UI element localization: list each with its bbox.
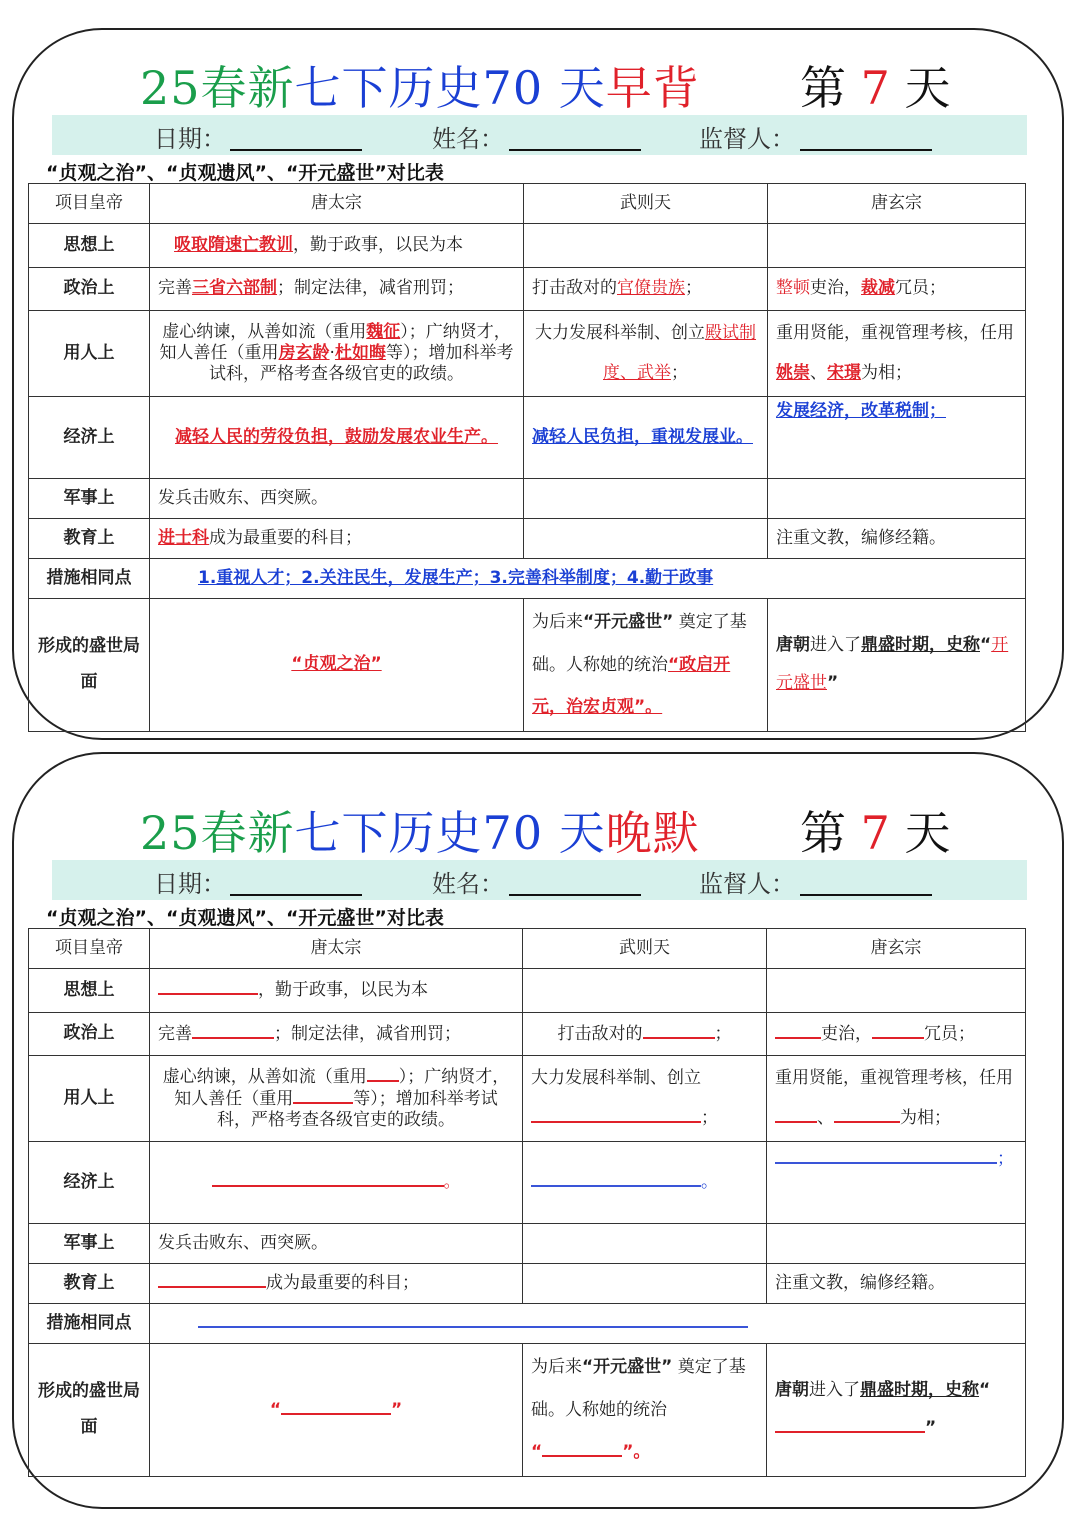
text: ； bbox=[714, 1023, 732, 1044]
key-text: 房玄龄 bbox=[278, 342, 330, 363]
row-label: 教育上 bbox=[29, 519, 150, 559]
text: 吏治， bbox=[821, 1023, 872, 1044]
text: 鼎盛时期，史称 bbox=[860, 1380, 979, 1401]
cell bbox=[523, 1013, 767, 1056]
cell bbox=[523, 1142, 767, 1224]
cell bbox=[150, 1013, 523, 1056]
table-row bbox=[29, 397, 1026, 479]
header-cell: 唐太宗 bbox=[150, 184, 524, 224]
supervisor-label: 监督人： bbox=[699, 870, 795, 898]
table-header-row bbox=[29, 184, 1026, 224]
cell bbox=[767, 1224, 1026, 1264]
cell bbox=[150, 311, 524, 397]
cell bbox=[150, 1304, 1026, 1344]
table-row bbox=[29, 599, 1026, 732]
text: ” bbox=[827, 672, 839, 693]
table-row bbox=[29, 519, 1026, 559]
cell bbox=[524, 479, 768, 519]
table-row bbox=[29, 1056, 1026, 1142]
fill-blank[interactable] bbox=[643, 1023, 715, 1039]
key-text: “政启开元，治宏贞观”。 bbox=[532, 654, 731, 717]
table-header-row bbox=[29, 929, 1026, 969]
fill-blank[interactable] bbox=[531, 1107, 701, 1123]
text: ；制定法律，减省刑罚； bbox=[277, 278, 464, 299]
header-cell: 项目皇帝 bbox=[29, 929, 150, 969]
cell bbox=[768, 311, 1026, 397]
table-row bbox=[29, 1013, 1026, 1056]
cell bbox=[150, 1344, 523, 1477]
cell bbox=[768, 599, 1026, 732]
cell: 发兵击败东、西突厥。 bbox=[150, 1224, 523, 1264]
text: 等）；增加科举考试科，严格考查各级官吏的政绩。 bbox=[217, 1088, 498, 1131]
fill-blank[interactable] bbox=[367, 1066, 399, 1082]
text: “开元盛世” bbox=[583, 612, 674, 632]
text: 完善 bbox=[158, 1023, 192, 1044]
cell bbox=[150, 397, 524, 479]
text: 完善 bbox=[158, 278, 192, 299]
cell bbox=[524, 224, 768, 268]
fill-blank[interactable] bbox=[872, 1023, 924, 1039]
row-label: 思想上 bbox=[29, 969, 150, 1013]
cell bbox=[767, 1056, 1026, 1142]
evening-table bbox=[28, 928, 1026, 1477]
fill-blank[interactable] bbox=[158, 1272, 266, 1288]
text: 为后来 bbox=[532, 612, 583, 632]
text: 大力发展科举制、创立 bbox=[535, 323, 705, 344]
day-suffix: 天 bbox=[889, 806, 951, 860]
title-part-red: 晚默 bbox=[605, 806, 700, 860]
evening-info-bar bbox=[52, 860, 1027, 900]
cell bbox=[523, 969, 767, 1013]
fill-blank[interactable] bbox=[775, 1107, 817, 1123]
row-label: 军事上 bbox=[29, 1224, 150, 1264]
text: 。 bbox=[443, 1172, 461, 1193]
key-text: 官僚贵族 bbox=[617, 278, 685, 299]
header-cell: 武则天 bbox=[524, 184, 768, 224]
key-text: “贞观之治” bbox=[291, 654, 382, 675]
evening-title bbox=[140, 797, 700, 863]
title-part-red: 早背 bbox=[605, 61, 700, 115]
text: 为相； bbox=[861, 362, 912, 383]
day-prefix: 第 bbox=[800, 806, 861, 860]
table-row bbox=[29, 479, 1026, 519]
key-text: 减轻人民负担，重视发展业。 bbox=[532, 426, 753, 447]
fill-blank[interactable] bbox=[775, 1023, 821, 1039]
title-part-blue: 七下历史70 天 bbox=[294, 61, 606, 115]
header-cell: 唐太宗 bbox=[150, 929, 523, 969]
text: 进入了 bbox=[809, 1380, 860, 1401]
row-label: 思想上 bbox=[29, 224, 150, 268]
text: 冗员； bbox=[924, 1023, 975, 1044]
text: 等）；增加科举考试科，严格考查各级官吏的政绩。 bbox=[209, 342, 514, 385]
cell bbox=[150, 224, 524, 268]
cell: 发兵击败东、西突厥。 bbox=[150, 479, 524, 519]
fill-blank[interactable] bbox=[775, 1148, 997, 1164]
text: 虚心纳谏，从善如流（重用 bbox=[162, 1066, 367, 1087]
text: · bbox=[329, 342, 335, 363]
date-label: 日期： bbox=[154, 125, 226, 153]
table-row bbox=[29, 1304, 1026, 1344]
table-row bbox=[29, 311, 1026, 397]
text: ” bbox=[391, 1399, 403, 1420]
date-field[interactable] bbox=[230, 894, 362, 896]
cell bbox=[523, 1264, 767, 1304]
key-text: 1.重视人才；2.关注民生，发展生产；3.完善科举制度；4.勤于政事 bbox=[198, 567, 714, 588]
key-text: 姚崇 bbox=[776, 362, 810, 383]
cell bbox=[150, 1264, 523, 1304]
cell bbox=[524, 599, 768, 732]
row-label: 经济上 bbox=[29, 397, 150, 479]
fill-blank[interactable] bbox=[212, 1171, 444, 1187]
morning-table bbox=[28, 183, 1026, 732]
name-field[interactable] bbox=[509, 149, 641, 151]
cell bbox=[150, 519, 524, 559]
text: ，勤于政事，以民为本 bbox=[293, 234, 463, 255]
text: “ bbox=[979, 1380, 991, 1401]
cell bbox=[150, 599, 524, 732]
morning-subtitle: “贞观之治”、“贞观遗风”、“开元盛世”对比表 bbox=[46, 162, 444, 184]
cell bbox=[768, 224, 1026, 268]
morning-info-bar bbox=[52, 115, 1027, 155]
text: 冗员； bbox=[895, 278, 946, 299]
name-label: 姓名： bbox=[432, 125, 504, 153]
fill-blank[interactable] bbox=[775, 1417, 925, 1433]
text: ； bbox=[997, 1149, 1014, 1169]
text: 、 bbox=[817, 1107, 834, 1128]
table-row bbox=[29, 224, 1026, 268]
key-text: 裁减 bbox=[861, 278, 895, 299]
day-suffix: 天 bbox=[889, 61, 951, 115]
fill-blank[interactable] bbox=[293, 1088, 353, 1104]
cell bbox=[768, 397, 1026, 479]
text: 成为最重要的科目； bbox=[209, 527, 362, 548]
row-label: 政治上 bbox=[29, 1013, 150, 1056]
title-part-green: 25春新 bbox=[140, 806, 295, 860]
key-text: 发展经济，改革税制； bbox=[776, 401, 946, 421]
cell bbox=[150, 1142, 523, 1224]
cell bbox=[524, 311, 768, 397]
day-prefix: 第 bbox=[800, 61, 861, 115]
cell: 注重文教，编修经籍。 bbox=[767, 1264, 1026, 1304]
text: “ bbox=[980, 635, 992, 656]
text: “开元盛世” bbox=[582, 1357, 673, 1377]
name-field[interactable] bbox=[509, 894, 641, 896]
row-label: 形成的盛世局面 bbox=[29, 599, 150, 732]
text: ” bbox=[925, 1417, 937, 1438]
header-cell: 项目皇帝 bbox=[29, 184, 150, 224]
morning-day bbox=[800, 52, 951, 118]
key-text: 宋璟 bbox=[827, 362, 861, 383]
row-label: 军事上 bbox=[29, 479, 150, 519]
row-label: 措施相同点 bbox=[29, 1304, 150, 1344]
text: 打击敌对的 bbox=[532, 278, 617, 299]
cell bbox=[768, 479, 1026, 519]
cell bbox=[150, 969, 523, 1013]
key-text: 魏征 bbox=[366, 321, 401, 342]
fill-blank[interactable] bbox=[192, 1023, 274, 1039]
header-cell: 唐玄宗 bbox=[768, 184, 1026, 224]
cell bbox=[523, 1056, 767, 1142]
supervisor-label: 监督人： bbox=[699, 125, 795, 153]
cell bbox=[524, 519, 768, 559]
morning-title bbox=[140, 52, 700, 118]
cell: 注重文教，编修经籍。 bbox=[768, 519, 1026, 559]
text: “ bbox=[531, 1442, 543, 1462]
cell bbox=[767, 1344, 1026, 1477]
text: 鼎盛时期，史称 bbox=[861, 635, 980, 656]
key-text: 吸取隋速亡教训 bbox=[174, 234, 293, 255]
day-number: 7 bbox=[860, 806, 890, 860]
text: 为相； bbox=[900, 1107, 951, 1128]
table-row bbox=[29, 1264, 1026, 1304]
key-text: 杜如晦 bbox=[334, 342, 386, 363]
row-label: 政治上 bbox=[29, 268, 150, 311]
key-text: 殿试制度、武举 bbox=[603, 323, 756, 383]
key-text: 三省六部制 bbox=[192, 278, 277, 299]
text: 重用贤能，重视管理考核，任用 bbox=[776, 323, 1014, 344]
evening-subtitle: “贞观之治”、“贞观遗风”、“开元盛世”对比表 bbox=[46, 907, 444, 929]
cell bbox=[768, 268, 1026, 311]
cell bbox=[523, 1344, 767, 1477]
cell bbox=[767, 1013, 1026, 1056]
table-row bbox=[29, 268, 1026, 311]
supervisor-field[interactable] bbox=[800, 894, 932, 896]
row-label: 措施相同点 bbox=[29, 559, 150, 599]
text: 重用贤能，重视管理考核，任用 bbox=[775, 1068, 1013, 1089]
text: 为后来 bbox=[531, 1357, 582, 1377]
table-row bbox=[29, 1344, 1026, 1477]
text: ； bbox=[671, 362, 688, 383]
text: ”。 bbox=[622, 1442, 651, 1462]
text: 打击敌对的 bbox=[557, 1023, 643, 1044]
text: 进入了 bbox=[810, 635, 861, 656]
fill-blank[interactable] bbox=[531, 1171, 701, 1187]
date-field[interactable] bbox=[230, 149, 362, 151]
table-row bbox=[29, 969, 1026, 1013]
row-label: 经济上 bbox=[29, 1142, 150, 1224]
date-label: 日期： bbox=[154, 870, 226, 898]
text: “ bbox=[269, 1399, 281, 1420]
cell bbox=[150, 268, 524, 311]
key-text: 开元盛世 bbox=[776, 635, 1009, 693]
row-label: 用人上 bbox=[29, 1056, 150, 1142]
text: ； bbox=[701, 1107, 718, 1128]
supervisor-field[interactable] bbox=[800, 149, 932, 151]
text: ；制定法律，减省刑罚； bbox=[274, 1023, 461, 1044]
fill-blank[interactable] bbox=[198, 1312, 748, 1328]
fill-blank[interactable] bbox=[281, 1399, 391, 1415]
text: ）；广纳贤才，知人善任（重用 bbox=[159, 321, 511, 363]
table-row bbox=[29, 559, 1026, 599]
day-number: 7 bbox=[860, 61, 890, 115]
name-label: 姓名： bbox=[432, 870, 504, 898]
row-label: 教育上 bbox=[29, 1264, 150, 1304]
table-row bbox=[29, 1142, 1026, 1224]
header-cell: 唐玄宗 bbox=[767, 929, 1026, 969]
row-label: 形成的盛世局面 bbox=[29, 1344, 150, 1477]
text: 吏治， bbox=[810, 278, 861, 299]
header-cell: 武则天 bbox=[523, 929, 767, 969]
text: ，勤于政事，以民为本 bbox=[258, 980, 428, 1001]
title-part-green: 25春新 bbox=[140, 61, 295, 115]
cell bbox=[524, 268, 768, 311]
text: 、 bbox=[810, 362, 827, 383]
evening-day bbox=[800, 797, 951, 863]
fill-blank[interactable] bbox=[542, 1441, 622, 1457]
text: ）；广纳贤才，知人善任（重用 bbox=[174, 1066, 510, 1109]
table-row bbox=[29, 1224, 1026, 1264]
text: 成为最重要的科目； bbox=[266, 1273, 419, 1294]
fill-blank[interactable] bbox=[158, 979, 258, 995]
fill-blank[interactable] bbox=[834, 1107, 900, 1123]
cell bbox=[150, 1056, 523, 1142]
text: 奠定了基础。人称她的统治 bbox=[532, 612, 747, 675]
text: 奠定了基础。人称她的统治 bbox=[531, 1357, 746, 1420]
cell bbox=[523, 1224, 767, 1264]
text: 唐朝 bbox=[775, 1380, 809, 1401]
text: 唐朝 bbox=[776, 635, 810, 656]
key-text: 减轻人民的劳役负担，鼓励发展农业生产。 bbox=[175, 426, 498, 447]
title-part-blue: 七下历史70 天 bbox=[294, 806, 606, 860]
text: ； bbox=[685, 278, 702, 299]
key-text: 整顿 bbox=[776, 278, 810, 299]
cell bbox=[767, 1142, 1026, 1224]
cell bbox=[524, 397, 768, 479]
text: 虚心纳谏，从善如流（重用 bbox=[162, 321, 367, 342]
row-label: 用人上 bbox=[29, 311, 150, 397]
cell bbox=[150, 559, 1026, 599]
text: 大力发展科举制、创立 bbox=[531, 1068, 701, 1089]
key-text: 进士科 bbox=[158, 527, 209, 548]
text: 。 bbox=[701, 1172, 718, 1193]
cell bbox=[767, 969, 1026, 1013]
